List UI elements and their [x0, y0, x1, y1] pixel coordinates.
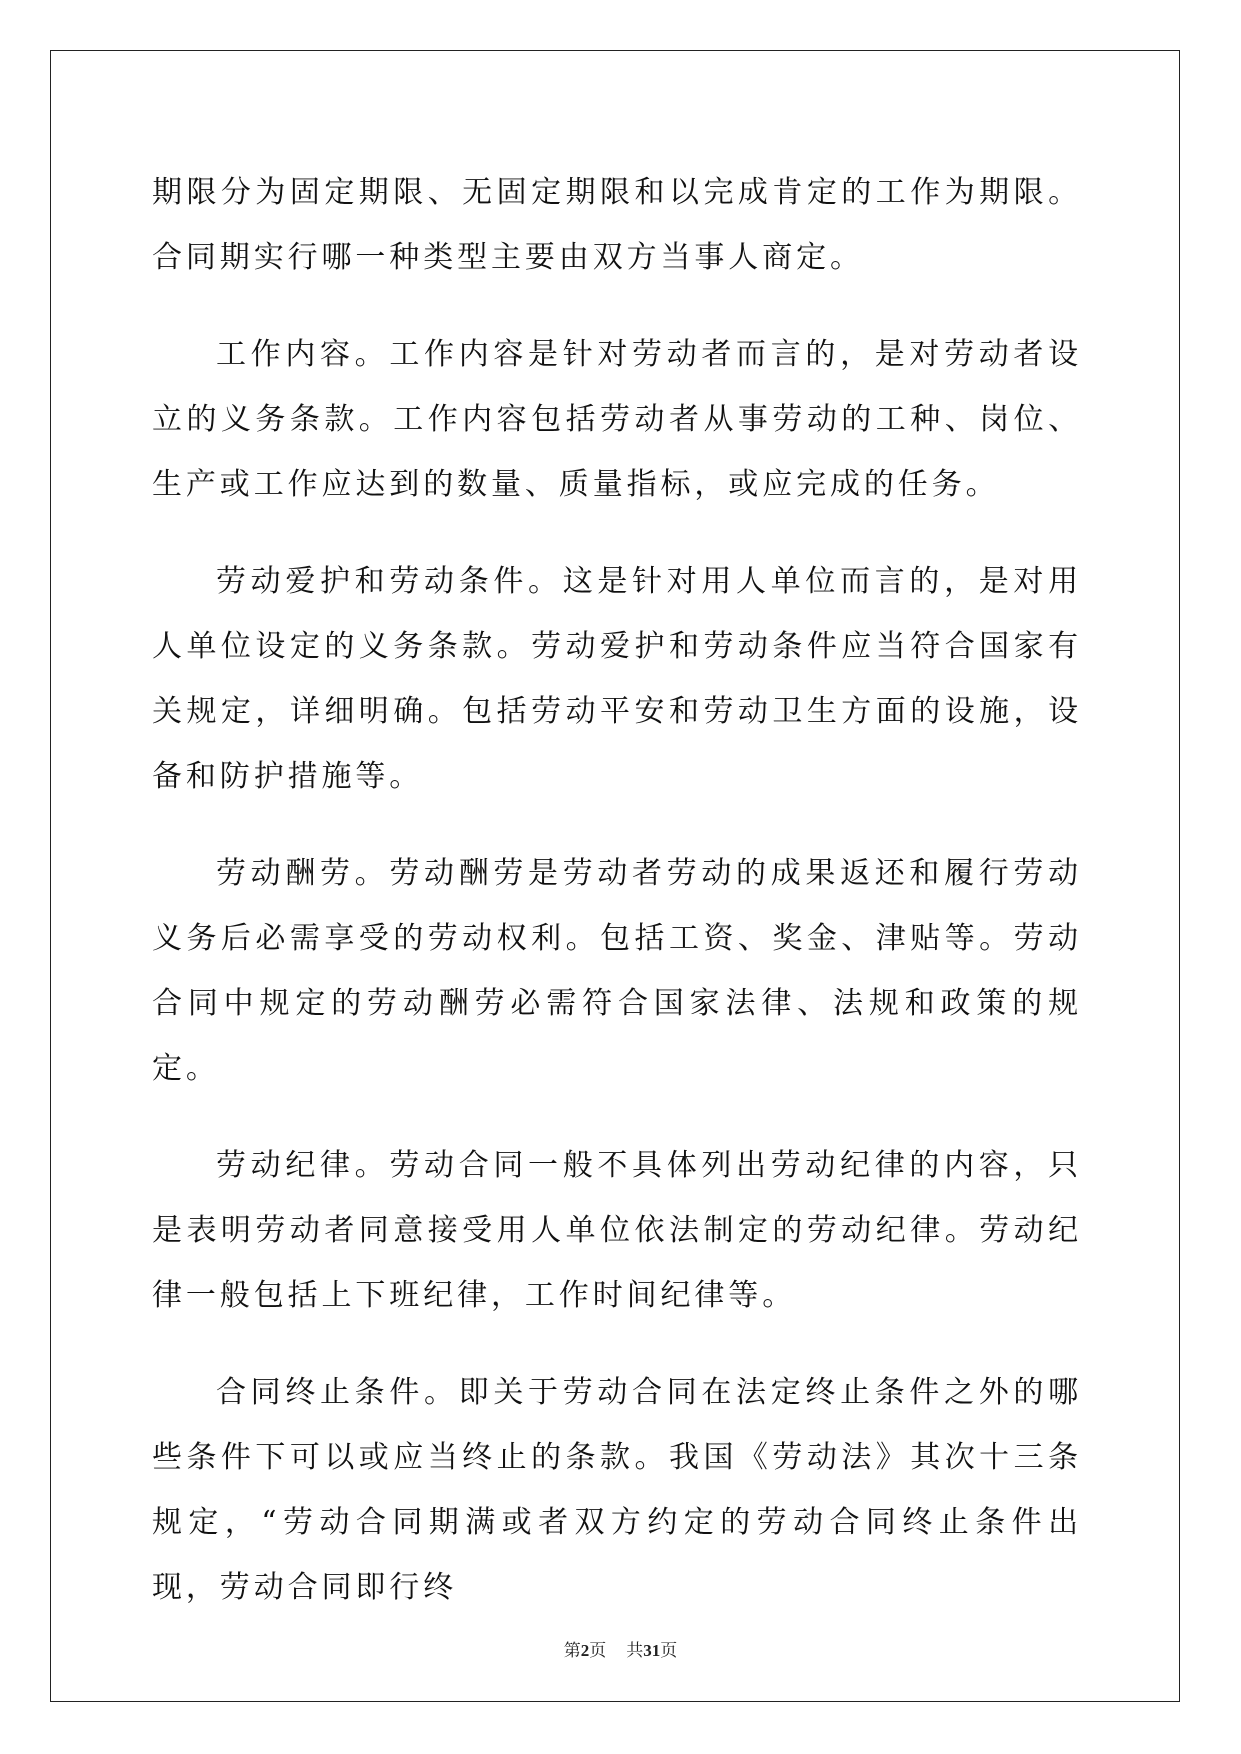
page-suffix: 页 [589, 1641, 607, 1661]
paragraph-6: 合同终止条件。即关于劳动合同在法定终止条件之外的哪些条件下可以或应当终止的条款。我国《劳动法》其次十三条规定，“劳动合同期满或者双方约定的劳动合同终止条件出现，劳动合同即行终 [152, 1375, 1082, 1605]
page-total: 31 [643, 1641, 661, 1660]
page-prefix: 第 [563, 1641, 581, 1661]
paragraph-2: 工作内容。工作内容是针对劳动者而言的，是对劳动者设立的义务条款。工作内容包括劳动者从事劳动的工种、岗位、生产或工作应达到的数量、质量指标，或应完成的任务。 [152, 337, 1082, 502]
total-suffix: 页 [660, 1641, 678, 1661]
paragraph-5: 劳动纪律。劳动合同一般不具体列出劳动纪律的内容，只是表明劳动者同意接受用人单位依法制定的劳动纪律。劳动纪律一般包括上下班纪律，工作时间纪律等。 [152, 1148, 1082, 1313]
paragraph-1: 期限分为固定期限、无固定期限和以完成肯定的工作为期限。合同期实行哪一种类型主要由双方当事人商定。 [152, 175, 1082, 275]
paragraph-4: 劳动酬劳。劳动酬劳是劳动者劳动的成果返还和履行劳动义务后必需享受的劳动权利。包括工资、奖金、津贴等。劳动合同中规定的劳动酬劳必需符合国家法律、法规和政策的规定。 [152, 856, 1082, 1086]
paragraph-3: 劳动爱护和劳动条件。这是针对用人单位而言的，是对用人单位设定的义务条款。劳动爱护和劳动条件应当符合国家有关规定，详细明确。包括劳动平安和劳动卫生方面的设施，设备和防护措施等。 [152, 564, 1082, 794]
document-body [152, 160, 1082, 1652]
page-footer [0, 1636, 1241, 1661]
total-prefix: 共 [626, 1641, 644, 1661]
page-current: 2 [580, 1641, 590, 1660]
